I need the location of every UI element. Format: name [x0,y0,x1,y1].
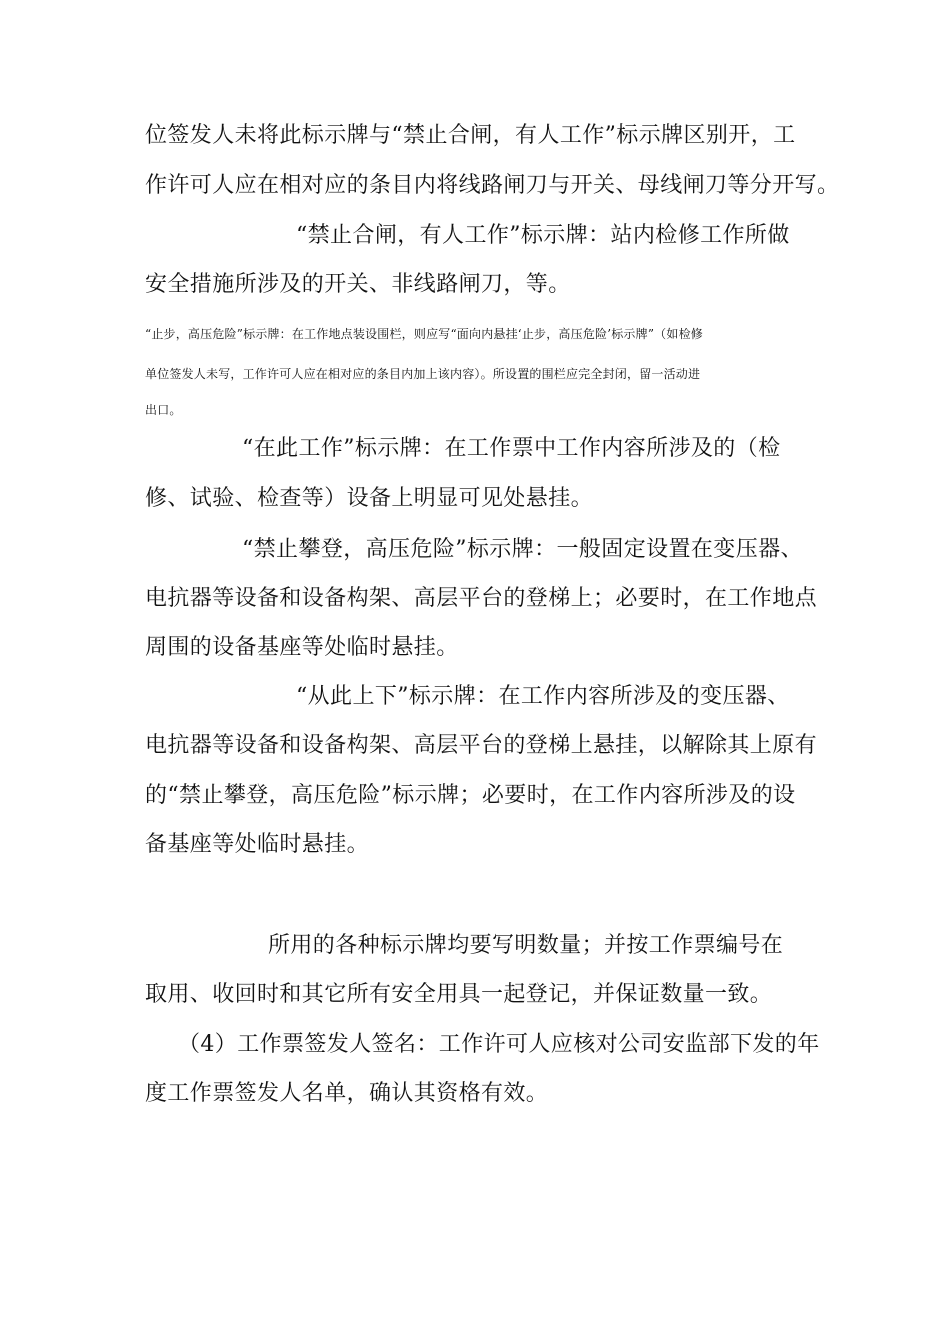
paragraph-line: 修、试验、检查等）设备上明显可见处悬挂。 [145,486,594,511]
paragraph-line: （4）工作票签发人签名：工作许可人应核对公司安监部下发的年 [178,1032,820,1057]
paragraph-line: 的“禁止攀登，高压危险”标示牌；必要时，在工作内容所涉及的设 [145,783,796,808]
small-print-line: “止步，高压危险”标示牌：在工作地点装设围栏，则应写“面向内悬挂‘止步，高压危险’标示牌”（如检修 [145,327,703,341]
paragraph-line: “从此上下”标示牌：在工作内容所涉及的变压器、 [296,684,790,709]
paragraph-line: 安全措施所涉及的开关、非线路闸刀，等。 [145,272,571,297]
paragraph-line: 电抗器等设备和设备构架、高层平台的登梯上悬挂，以解除其上原有 [145,733,818,758]
paragraph-line: 度工作票签发人名单，确认其资格有效。 [145,1081,549,1106]
paragraph-line: “在此工作”标示牌：在工作票中工作内容所涉及的（检 [242,436,781,461]
paragraph-line: 取用、收回时和其它所有安全用具一起登记，并保证数量一致。 [145,982,773,1007]
small-print-line: 单位签发人未写，工作许可人应在相对应的条目内加上该内容）。所设置的围栏应完全封闭，留一活动进 [145,367,701,381]
paragraph-line: “禁止合闸，有人工作”标示牌：站内检修工作所做 [296,223,790,248]
paragraph-line: “禁止攀登，高压危险”标示牌：一般固定设置在变压器、 [242,537,803,562]
paragraph-line: 所用的各种标示牌均要写明数量；并按工作票编号在 [268,933,784,958]
paragraph-line: 周围的设备基座等处临时悬挂。 [145,635,459,660]
small-print-line: 出口。 [145,403,182,417]
paragraph-line: 作许可人应在相对应的条目内将线路闸刀与开关、母线闸刀等分开写。 [145,173,840,198]
paragraph-line: 电抗器等设备和设备构架、高层平台的登梯上；必要时，在工作地点 [145,586,818,611]
paragraph-line: 备基座等处临时悬挂。 [145,832,370,857]
paragraph-line: 位签发人未将此标示牌与“禁止合闸，有人工作”标示牌区别开，工 [145,123,796,148]
